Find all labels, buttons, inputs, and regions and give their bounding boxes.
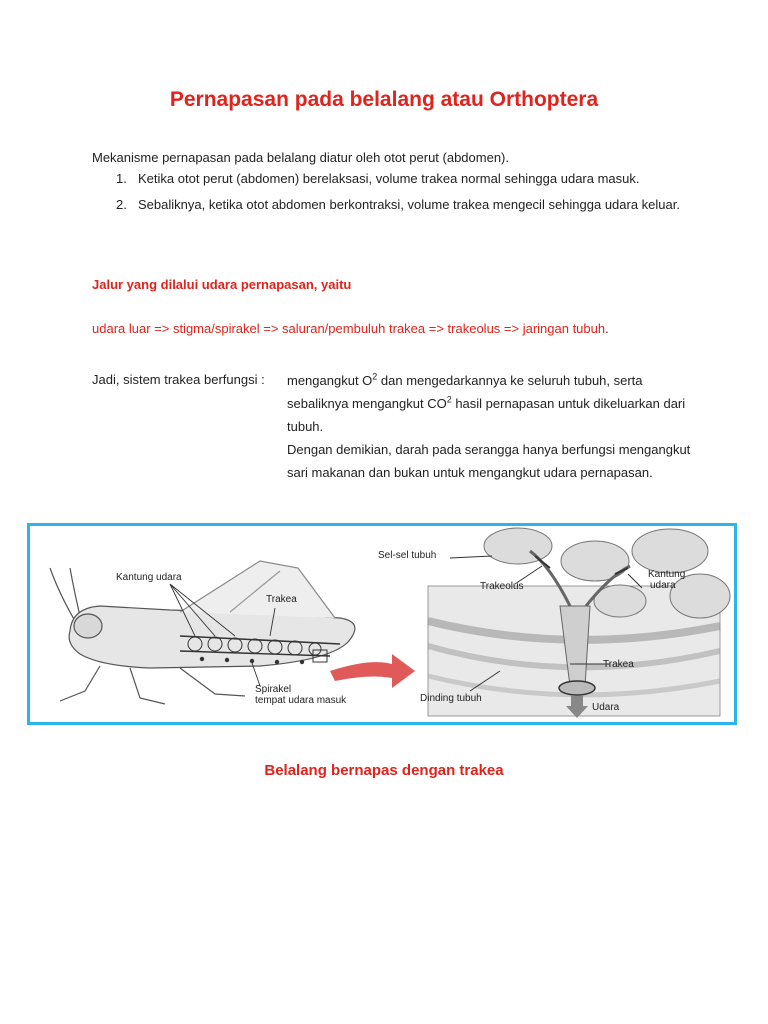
subscript-o2: 2	[372, 371, 378, 382]
antenna	[50, 568, 78, 626]
function-label: Jadi, sistem trakea berfungsi :	[92, 372, 265, 387]
leg	[180, 668, 245, 696]
label-kantung-udara: Kantung udara	[116, 572, 182, 583]
list-item	[92, 168, 692, 190]
label-sel-sel-tubuh: Sel-sel tubuh	[378, 550, 437, 561]
mechanism-list	[92, 168, 692, 216]
label-dinding-tubuh: Dinding tubuh	[420, 693, 482, 704]
list-number: 2.	[116, 197, 127, 212]
label-kantung: Kantung	[648, 569, 686, 580]
function-text-b: dan mengedarkannya ke seluruh tubuh, serta sebaliknya mengangkut CO	[287, 373, 643, 411]
label-tempat-udara-masuk: tempat udara masuk	[255, 695, 347, 706]
arrow-icon	[330, 654, 415, 688]
list-text: Sebaliknya, ketika otot abdomen berkontraksi, volume trakea mengecil sehingga udara keluar.	[138, 197, 680, 212]
figure-caption: Belalang bernapas dengan trakea	[264, 762, 504, 779]
intro-text: Mekanisme pernapasan pada belalang diatur oleh otot perut (abdomen).	[92, 150, 509, 165]
respiration-figure	[27, 523, 737, 725]
list-item	[92, 194, 692, 216]
label-udara: Udara	[592, 702, 620, 713]
label-trakea-right: Trakea	[603, 659, 634, 670]
middle-leg	[130, 668, 165, 704]
label-trakeolus: Trakeolus	[480, 581, 524, 592]
grasshopper-head	[74, 614, 102, 638]
function-paragraph-1	[287, 369, 707, 438]
subscript-co2: 2	[446, 394, 452, 405]
label-spirakel: Spirakel	[255, 684, 292, 695]
front-leg	[60, 666, 100, 701]
label-udara-kantung: udara	[650, 580, 676, 591]
grasshopper-illustration	[50, 561, 355, 704]
list-text: Ketika otot perut (abdomen) berelaksasi, volume trakea normal sehingga udara masuk.	[138, 171, 640, 186]
body-cell	[561, 541, 629, 581]
body-cell	[632, 529, 708, 573]
function-body	[287, 369, 707, 484]
air-path-text: udara luar => stigma/spirakel => saluran/pembuluh trakea => trakeolus => jaringan tubuh	[92, 321, 606, 336]
page-title: Pernapasan pada belalang atau Orthoptera	[169, 88, 599, 111]
body-cell	[484, 528, 552, 564]
body-cell	[670, 574, 730, 618]
function-text-c: hasil pernapasan untuk dikeluarkan dari tubuh.	[287, 396, 686, 434]
function-text-a: mengangkut O	[287, 373, 373, 388]
air-path-dot: .	[605, 321, 609, 336]
list-number: 1.	[116, 171, 127, 186]
label-trakea: Trakea	[266, 594, 297, 605]
tissue-illustration	[428, 528, 730, 718]
path-heading: Jalur yang dilalui udara pernapasan, yaitu	[92, 277, 352, 292]
function-paragraph-2: Dengan demikian, darah pada serangga hanya berfungsi mengangkut sari makanan dan bukan untuk mengangkut udara pernapasan.	[287, 442, 691, 480]
air-path-line	[92, 321, 609, 336]
